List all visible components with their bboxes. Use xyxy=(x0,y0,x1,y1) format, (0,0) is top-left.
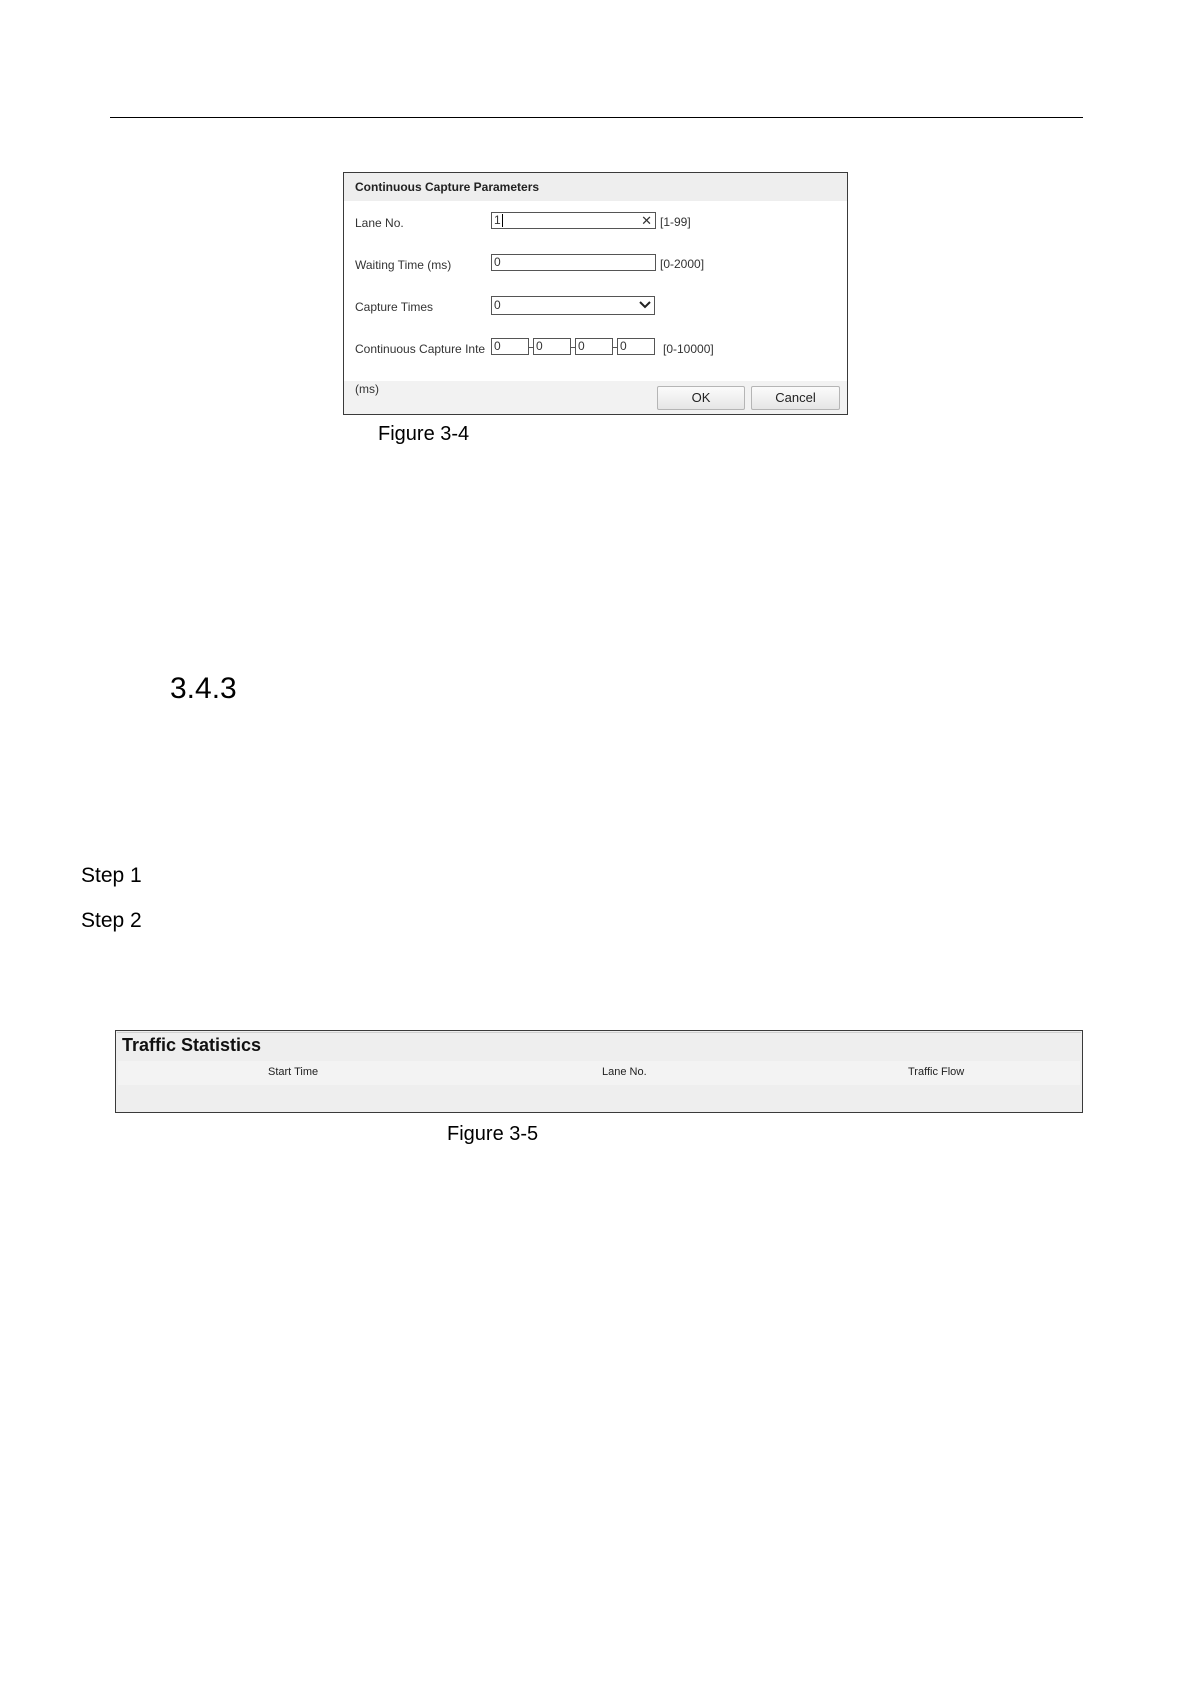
interval-label: Continuous Capture Inte xyxy=(355,342,486,356)
text-cursor xyxy=(502,214,503,227)
column-header-start-time: Start Time xyxy=(268,1066,319,1078)
table-header-row xyxy=(118,1061,1080,1085)
interval-input-3[interactable] xyxy=(575,338,613,355)
step-1-label: Step 1 xyxy=(81,864,142,887)
interval-unit-label: (ms) xyxy=(355,382,379,396)
cancel-button[interactable]: Cancel xyxy=(751,386,840,410)
lane-no-value: 1 xyxy=(494,213,501,227)
lane-no-range: [1-99] xyxy=(660,215,691,229)
dialog-footer xyxy=(344,381,847,415)
capture-times-value: 0 xyxy=(494,298,501,312)
waiting-time-range: [0-2000] xyxy=(660,257,705,271)
waiting-time-input[interactable] xyxy=(491,254,656,271)
lane-no-label: Lane No. xyxy=(355,216,404,230)
clear-icon[interactable]: ✕ xyxy=(641,213,652,228)
ok-button[interactable]: OK xyxy=(657,386,745,410)
chevron-down-icon xyxy=(638,298,652,311)
capture-times-select[interactable] xyxy=(491,296,655,315)
capture-times-label: Capture Times xyxy=(355,300,434,314)
figure-3-4-caption: Figure 3-4 xyxy=(378,423,470,445)
interval-value-2: 0 xyxy=(536,339,543,353)
step-2-label: Step 2 xyxy=(81,909,142,932)
continuous-capture-dialog xyxy=(343,172,848,415)
lane-no-input[interactable] xyxy=(491,212,656,229)
traffic-statistics-panel xyxy=(115,1030,1083,1113)
interval-value-1: 0 xyxy=(494,339,501,353)
interval-input-4[interactable] xyxy=(617,338,655,355)
interval-value-4: 0 xyxy=(620,339,627,353)
figure-3-5-caption: Figure 3-5 xyxy=(447,1123,539,1145)
panel-inner-border xyxy=(117,1032,1081,1033)
interval-input-1[interactable] xyxy=(491,338,529,355)
interval-input-2[interactable] xyxy=(533,338,571,355)
interval-range: [0-10000] xyxy=(663,342,714,356)
page-header-rule xyxy=(110,117,1083,118)
column-header-traffic-flow: Traffic Flow xyxy=(908,1066,965,1078)
traffic-statistics-title: Traffic Statistics xyxy=(122,1035,262,1055)
section-number: 3.4.3 xyxy=(170,672,237,705)
waiting-time-label: Waiting Time (ms) xyxy=(355,258,452,272)
interval-value-3: 0 xyxy=(578,339,585,353)
column-header-lane-no: Lane No. xyxy=(602,1066,647,1078)
dialog-title: Continuous Capture Parameters xyxy=(344,173,847,201)
waiting-time-value: 0 xyxy=(494,255,501,269)
